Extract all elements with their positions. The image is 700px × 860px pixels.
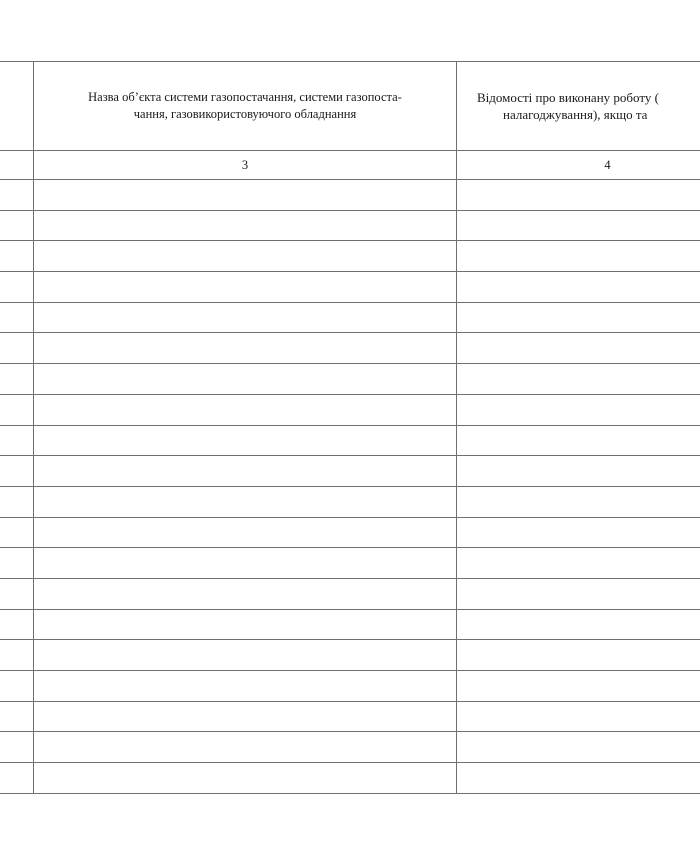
- table-row: [0, 763, 700, 794]
- table-row: [0, 364, 700, 395]
- table-cell: [457, 763, 700, 794]
- table-cell: [34, 456, 457, 487]
- table-row: [0, 640, 700, 671]
- table-cell: [0, 210, 34, 241]
- header-object-name: Назва об’єкта системи газопостачання, системи газопоста- чання, газовикористовуючого обладнання: [88, 90, 402, 121]
- table-row: [0, 671, 700, 702]
- table-row: [0, 272, 700, 303]
- table-cell: [457, 609, 700, 640]
- table-cell: [457, 517, 700, 548]
- table-cell: [0, 425, 34, 456]
- table-cell: [0, 394, 34, 425]
- table-cell: [457, 640, 700, 671]
- table-cell: [457, 241, 700, 272]
- table-cell: [0, 640, 34, 671]
- table-cell: [0, 241, 34, 272]
- table-cell: [34, 241, 457, 272]
- column-number-row: [0, 151, 700, 180]
- table-cell: [34, 701, 457, 732]
- table-row: [0, 548, 700, 579]
- table-row: [0, 302, 700, 333]
- table-cell: [0, 180, 34, 211]
- header-cell-col1: [0, 62, 34, 151]
- table-row: [0, 425, 700, 456]
- table-row: [0, 517, 700, 548]
- table-row: [0, 333, 700, 364]
- table-cell: [457, 548, 700, 579]
- table-cell: [457, 578, 700, 609]
- table-row: [0, 180, 700, 211]
- table-cell: [34, 486, 457, 517]
- column-number-cell: 4: [457, 151, 700, 180]
- table-cell: [34, 517, 457, 548]
- table-cell: [34, 548, 457, 579]
- table-cell: [457, 272, 700, 303]
- table-cell: [0, 701, 34, 732]
- table-cell: [34, 640, 457, 671]
- table-cell: [457, 180, 700, 211]
- table-row: [0, 732, 700, 763]
- table-header-row: [0, 62, 700, 151]
- table-cell: [457, 671, 700, 702]
- table-cell: [457, 394, 700, 425]
- table-row: [0, 578, 700, 609]
- gas-works-table: [0, 61, 700, 794]
- table-cell: [0, 517, 34, 548]
- table-row: [0, 486, 700, 517]
- table-cell: [0, 671, 34, 702]
- table-cell: [0, 302, 34, 333]
- table-cell: [34, 333, 457, 364]
- column-number-cell: 3: [34, 151, 457, 180]
- table-row: [0, 210, 700, 241]
- table-cell: [34, 302, 457, 333]
- table-cell: [457, 302, 700, 333]
- table-cell: [34, 425, 457, 456]
- table-cell: [34, 210, 457, 241]
- table-cell: [457, 701, 700, 732]
- table-cell: [0, 333, 34, 364]
- column-number-cell: [0, 151, 34, 180]
- header-work-info: Відомості про виконану роботу ( налагоджування), якщо та: [477, 90, 659, 122]
- table-cell: [0, 609, 34, 640]
- table-cell: [34, 364, 457, 395]
- table-cell: [34, 609, 457, 640]
- table-cell: [0, 456, 34, 487]
- header-cell-work-info: [457, 62, 700, 151]
- table-cell: [34, 671, 457, 702]
- table-cell: [0, 732, 34, 763]
- table-cell: [457, 210, 700, 241]
- table-row: [0, 701, 700, 732]
- table-cell: [34, 732, 457, 763]
- table-cell: [0, 548, 34, 579]
- table-cell: [34, 272, 457, 303]
- table-cell: [0, 364, 34, 395]
- table-cell: [34, 763, 457, 794]
- table-cell: [34, 578, 457, 609]
- table-cell: [457, 456, 700, 487]
- table-cell: [0, 578, 34, 609]
- table-cell: [457, 364, 700, 395]
- table-cell: [457, 333, 700, 364]
- table-cell: [0, 763, 34, 794]
- table-cell: [0, 486, 34, 517]
- table-row: [0, 609, 700, 640]
- table-row: [0, 456, 700, 487]
- table-row: [0, 394, 700, 425]
- table-cell: [457, 486, 700, 517]
- table-cell: [457, 732, 700, 763]
- table-cell: [457, 425, 700, 456]
- header-cell-object-name: [34, 62, 457, 151]
- table-cell: [0, 272, 34, 303]
- table-cell: [34, 180, 457, 211]
- table-cell: [34, 394, 457, 425]
- table-row: [0, 241, 700, 272]
